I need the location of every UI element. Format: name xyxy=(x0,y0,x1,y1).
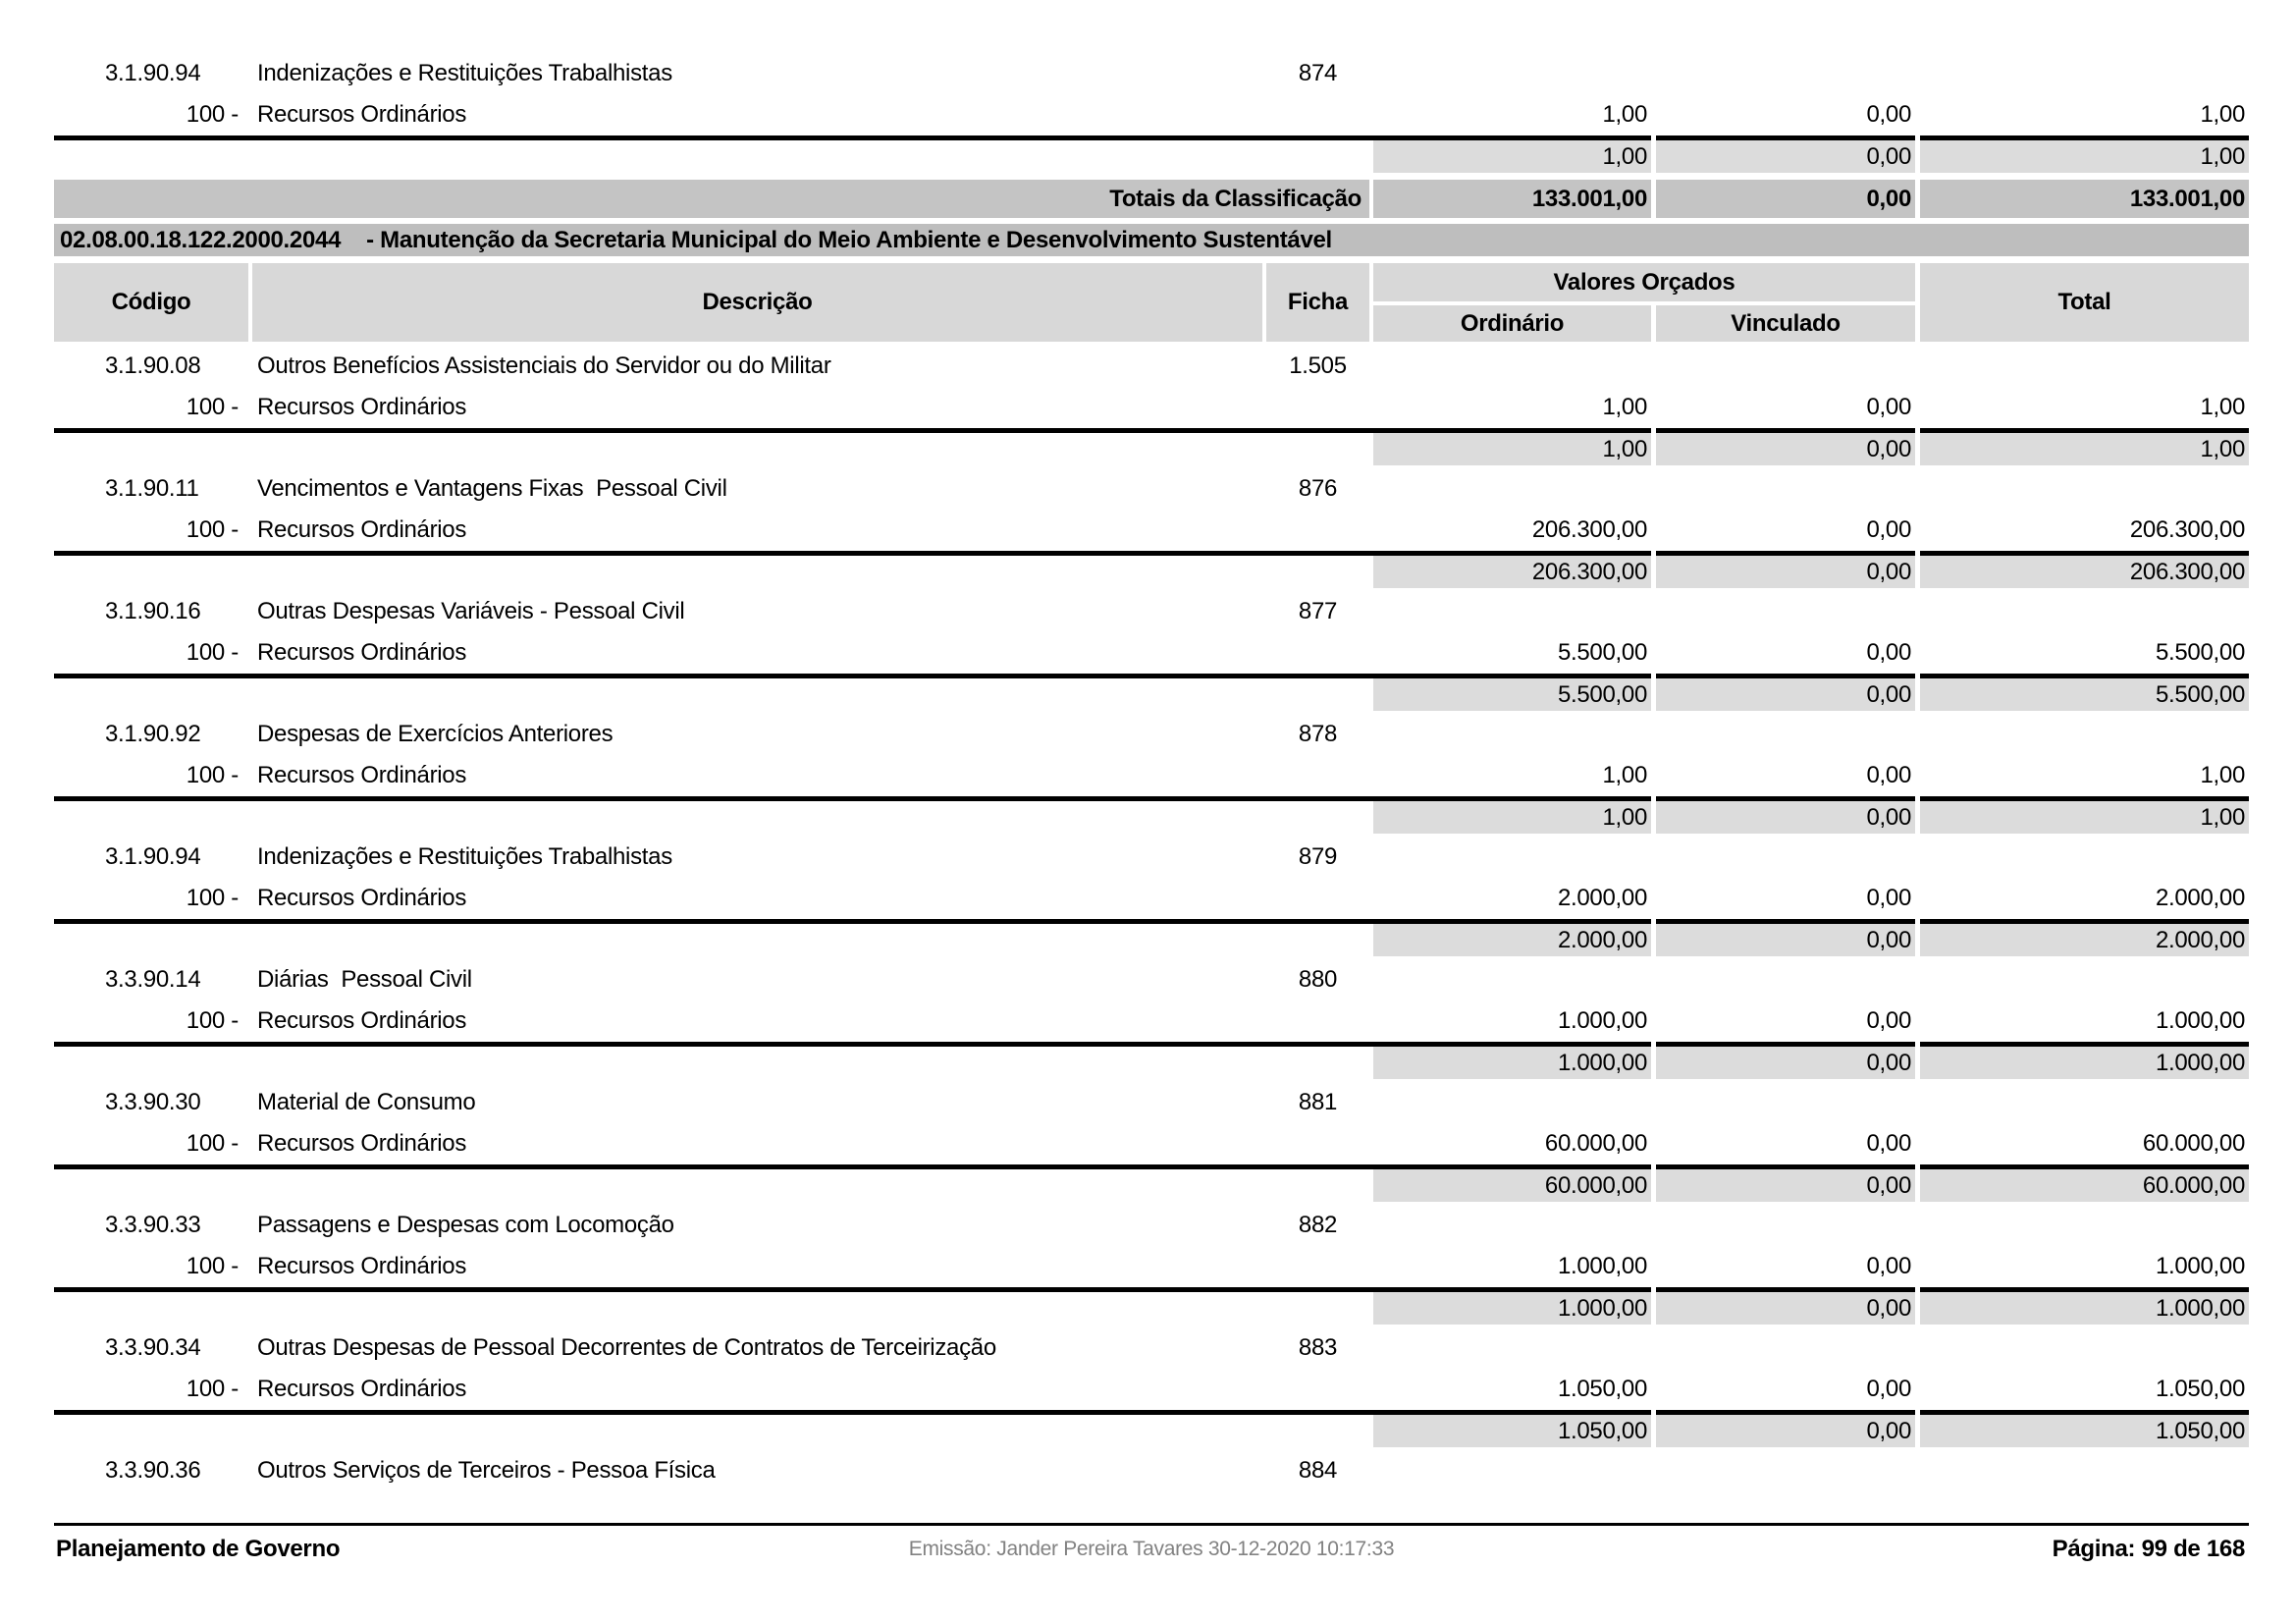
item-ficha: 884 xyxy=(1298,1457,1338,1484)
source-name: Recursos Ordinários xyxy=(257,1376,467,1402)
source-total-value: 1,00 xyxy=(2200,101,2245,128)
item-description: Indenizações e Restituições Trabalhistas xyxy=(257,843,672,870)
source-ordinario-value: 1.050,00 xyxy=(1557,1376,1647,1402)
budget-item xyxy=(54,714,2249,834)
header-vinculado: Vinculado xyxy=(1656,305,1915,342)
item-subtotal-row xyxy=(54,556,2249,588)
source-vinculado-value: 0,00 xyxy=(1866,1007,1911,1034)
subtotal-ordinario-value: 1.000,00 xyxy=(1373,1292,1651,1325)
subtotal-ordinario-value: 5.500,00 xyxy=(1373,678,1651,711)
source-code: 100 - xyxy=(186,1007,239,1034)
subtotal-ordinario-value: 1,00 xyxy=(1373,140,1651,173)
subtotal-total-value: 2.000,00 xyxy=(1920,924,2249,956)
item-code-row xyxy=(54,1205,2249,1246)
source-total-value: 5.500,00 xyxy=(2155,639,2245,666)
item-ficha: 876 xyxy=(1298,475,1338,502)
item-ficha: 881 xyxy=(1298,1089,1338,1115)
subtotal-total-value: 1.000,00 xyxy=(1920,1047,2249,1079)
section-code: 02.08.00.18.122.2000.2044 xyxy=(60,226,342,253)
budget-item xyxy=(54,1450,2249,1491)
subtotal-ordinario-value: 1.050,00 xyxy=(1373,1415,1651,1447)
item-code: 3.1.90.94 xyxy=(105,60,201,86)
source-vinculado-value: 0,00 xyxy=(1866,516,1911,543)
subtotal-vinculado-value: 0,00 xyxy=(1656,556,1915,588)
item-source-row xyxy=(54,632,2249,674)
source-ordinario-value: 1,00 xyxy=(1602,394,1647,420)
report-content xyxy=(54,53,2249,1565)
item-subtotal-row xyxy=(54,1047,2249,1079)
item-ficha: 883 xyxy=(1298,1334,1338,1361)
item-code: 3.1.90.92 xyxy=(105,721,201,747)
source-code: 100 - xyxy=(186,639,239,666)
source-code: 100 - xyxy=(186,101,239,128)
classification-totals-label: Totais da Classificação xyxy=(54,180,1369,218)
item-source-row xyxy=(54,510,2249,551)
header-total: Total xyxy=(1920,263,2249,342)
subtotal-vinculado-value: 0,00 xyxy=(1656,140,1915,173)
item-code: 3.3.90.36 xyxy=(105,1457,201,1484)
item-subtotal-row xyxy=(54,678,2249,711)
footer-report-name: Planejamento de Governo xyxy=(56,1536,341,1562)
header-ordinario: Ordinário xyxy=(1373,305,1651,342)
subtotal-total-value: 60.000,00 xyxy=(1920,1169,2249,1202)
subtotal-vinculado-value: 0,00 xyxy=(1656,924,1915,956)
header-descricao: Descrição xyxy=(252,263,1262,342)
item-ficha: 874 xyxy=(1298,60,1338,86)
item-description: Passagens e Despesas com Locomoção xyxy=(257,1212,674,1238)
source-total-value: 1.050,00 xyxy=(2155,1376,2245,1402)
item-code: 3.1.90.11 xyxy=(105,475,199,502)
classification-totals-total: 133.001,00 xyxy=(1920,180,2249,218)
source-code: 100 - xyxy=(186,885,239,911)
item-code: 3.3.90.30 xyxy=(105,1089,201,1115)
item-source-row xyxy=(54,94,2249,135)
source-ordinario-value: 60.000,00 xyxy=(1544,1130,1647,1157)
item-description: Diárias Pessoal Civil xyxy=(257,966,472,993)
subtotal-total-value: 5.500,00 xyxy=(1920,678,2249,711)
subtotal-ordinario-value: 2.000,00 xyxy=(1373,924,1651,956)
source-ordinario-value: 1.000,00 xyxy=(1557,1253,1647,1279)
source-vinculado-value: 0,00 xyxy=(1866,101,1911,128)
item-code-row xyxy=(54,837,2249,878)
item-code-row xyxy=(54,591,2249,632)
item-code: 3.3.90.14 xyxy=(105,966,201,993)
item-code-row xyxy=(54,959,2249,1001)
item-subtotal-row xyxy=(54,433,2249,465)
item-code-row xyxy=(54,468,2249,510)
item-source-row xyxy=(54,878,2249,919)
subtotal-ordinario-value: 206.300,00 xyxy=(1373,556,1651,588)
source-vinculado-value: 0,00 xyxy=(1866,762,1911,788)
source-code: 100 - xyxy=(186,762,239,788)
source-name: Recursos Ordinários xyxy=(257,394,467,420)
source-vinculado-value: 0,00 xyxy=(1866,1253,1911,1279)
item-ficha: 882 xyxy=(1298,1212,1338,1238)
budget-item xyxy=(54,1327,2249,1447)
subtotal-vinculado-value: 0,00 xyxy=(1656,678,1915,711)
source-vinculado-value: 0,00 xyxy=(1866,394,1911,420)
classification-totals-vinculado: 0,00 xyxy=(1656,180,1915,218)
item-source-row xyxy=(54,1123,2249,1164)
item-description: Outras Despesas Variáveis - Pessoal Civil xyxy=(257,598,685,624)
subtotal-total-value: 1,00 xyxy=(1920,140,2249,173)
item-description: Outros Serviços de Terceiros - Pessoa Física xyxy=(257,1457,716,1484)
item-subtotal-row xyxy=(54,1169,2249,1202)
source-ordinario-value: 5.500,00 xyxy=(1557,639,1647,666)
subtotal-total-value: 1,00 xyxy=(1920,433,2249,465)
budget-item xyxy=(54,1205,2249,1325)
classification-totals-ordinario: 133.001,00 xyxy=(1373,180,1651,218)
source-total-value: 2.000,00 xyxy=(2155,885,2245,911)
item-description: Indenizações e Restituições Trabalhistas xyxy=(257,60,672,86)
source-code: 100 - xyxy=(186,1130,239,1157)
header-codigo: Código xyxy=(54,263,248,342)
subtotal-ordinario-value: 1,00 xyxy=(1373,801,1651,834)
source-vinculado-value: 0,00 xyxy=(1866,1130,1911,1157)
budget-item xyxy=(54,591,2249,711)
page-footer xyxy=(54,1523,2249,1565)
source-total-value: 60.000,00 xyxy=(2142,1130,2245,1157)
source-ordinario-value: 1,00 xyxy=(1602,762,1647,788)
subtotal-vinculado-value: 0,00 xyxy=(1656,1415,1915,1447)
subtotal-vinculado-value: 0,00 xyxy=(1656,433,1915,465)
source-code: 100 - xyxy=(186,516,239,543)
source-vinculado-value: 0,00 xyxy=(1866,639,1911,666)
subtotal-total-value: 1,00 xyxy=(1920,801,2249,834)
source-code: 100 - xyxy=(186,1253,239,1279)
subtotal-total-value: 1.050,00 xyxy=(1920,1415,2249,1447)
item-code-row xyxy=(54,1450,2249,1491)
item-ficha: 877 xyxy=(1298,598,1338,624)
item-description: Despesas de Exercícios Anteriores xyxy=(257,721,614,747)
section-header-bar xyxy=(54,224,2249,256)
item-description: Material de Consumo xyxy=(257,1089,476,1115)
source-total-value: 1,00 xyxy=(2200,762,2245,788)
subtotal-vinculado-value: 0,00 xyxy=(1656,801,1915,834)
item-source-row xyxy=(54,1001,2249,1042)
footer-emission-info: Emissão: Jander Pereira Tavares 30-12-2020 10:17:33 xyxy=(908,1538,1395,1560)
item-description: Outros Benefícios Assistenciais do Servidor ou do Militar xyxy=(257,352,831,379)
budget-item xyxy=(54,837,2249,956)
table-header xyxy=(54,263,2249,342)
item-subtotal-row xyxy=(54,1415,2249,1447)
source-name: Recursos Ordinários xyxy=(257,1130,467,1157)
footer-page-number: Página: 99 de 168 xyxy=(2052,1536,2245,1562)
leading-item-host xyxy=(54,53,2249,173)
source-name: Recursos Ordinários xyxy=(257,516,467,543)
subtotal-vinculado-value: 0,00 xyxy=(1656,1169,1915,1202)
item-description: Vencimentos e Vantagens Fixas Pessoal Civil xyxy=(257,475,727,502)
item-ficha: 880 xyxy=(1298,966,1338,993)
item-code: 3.1.90.08 xyxy=(105,352,201,379)
items-host xyxy=(54,346,2249,1491)
source-ordinario-value: 2.000,00 xyxy=(1557,885,1647,911)
subtotal-vinculado-value: 0,00 xyxy=(1656,1292,1915,1325)
item-code-row xyxy=(54,346,2249,387)
budget-item xyxy=(54,468,2249,588)
item-code: 3.3.90.33 xyxy=(105,1212,201,1238)
item-code-row xyxy=(54,1327,2249,1369)
header-valores-orcados: Valores Orçados xyxy=(1373,263,1915,301)
source-total-value: 1.000,00 xyxy=(2155,1253,2245,1279)
source-name: Recursos Ordinários xyxy=(257,885,467,911)
item-code-row xyxy=(54,714,2249,755)
item-source-row xyxy=(54,755,2249,796)
item-ficha: 878 xyxy=(1298,721,1338,747)
subtotal-vinculado-value: 0,00 xyxy=(1656,1047,1915,1079)
subtotal-ordinario-value: 60.000,00 xyxy=(1373,1169,1651,1202)
item-ficha: 1.505 xyxy=(1289,352,1347,379)
item-description: Outras Despesas de Pessoal Decorrentes de Contratos de Terceirização xyxy=(257,1334,996,1361)
budget-item xyxy=(54,53,2249,173)
source-ordinario-value: 206.300,00 xyxy=(1531,516,1647,543)
source-ordinario-value: 1.000,00 xyxy=(1557,1007,1647,1034)
item-source-row xyxy=(54,1369,2249,1410)
item-code: 3.3.90.34 xyxy=(105,1334,201,1361)
source-vinculado-value: 0,00 xyxy=(1866,885,1911,911)
source-total-value: 1,00 xyxy=(2200,394,2245,420)
source-vinculado-value: 0,00 xyxy=(1866,1376,1911,1402)
source-name: Recursos Ordinários xyxy=(257,1253,467,1279)
subtotal-ordinario-value: 1,00 xyxy=(1373,433,1651,465)
classification-totals-row xyxy=(54,180,2249,218)
item-ficha: 879 xyxy=(1298,843,1338,870)
source-ordinario-value: 1,00 xyxy=(1602,101,1647,128)
subtotal-total-value: 206.300,00 xyxy=(1920,556,2249,588)
item-code: 3.1.90.94 xyxy=(105,843,201,870)
item-code-row xyxy=(54,53,2249,94)
source-total-value: 206.300,00 xyxy=(2129,516,2245,543)
budget-item xyxy=(54,959,2249,1079)
source-name: Recursos Ordinários xyxy=(257,639,467,666)
item-subtotal-row xyxy=(54,924,2249,956)
item-subtotal-row xyxy=(54,801,2249,834)
source-code: 100 - xyxy=(186,1376,239,1402)
subtotal-ordinario-value: 1.000,00 xyxy=(1373,1047,1651,1079)
budget-item xyxy=(54,1082,2249,1202)
footer-rule xyxy=(54,1523,2249,1526)
section-title: - Manutenção da Secretaria Municipal do Meio Ambiente e Desenvolvimento Sustentável xyxy=(366,226,1332,253)
source-name: Recursos Ordinários xyxy=(257,762,467,788)
item-source-row xyxy=(54,1246,2249,1287)
source-name: Recursos Ordinários xyxy=(257,101,467,128)
item-code-row xyxy=(54,1082,2249,1123)
item-code: 3.1.90.16 xyxy=(105,598,201,624)
source-code: 100 - xyxy=(186,394,239,420)
footer-text-row xyxy=(54,1536,2249,1565)
item-subtotal-row xyxy=(54,140,2249,173)
source-name: Recursos Ordinários xyxy=(257,1007,467,1034)
budget-item xyxy=(54,346,2249,465)
item-source-row xyxy=(54,387,2249,428)
item-subtotal-row xyxy=(54,1292,2249,1325)
subtotal-total-value: 1.000,00 xyxy=(1920,1292,2249,1325)
header-ficha: Ficha xyxy=(1266,263,1369,342)
source-total-value: 1.000,00 xyxy=(2155,1007,2245,1034)
